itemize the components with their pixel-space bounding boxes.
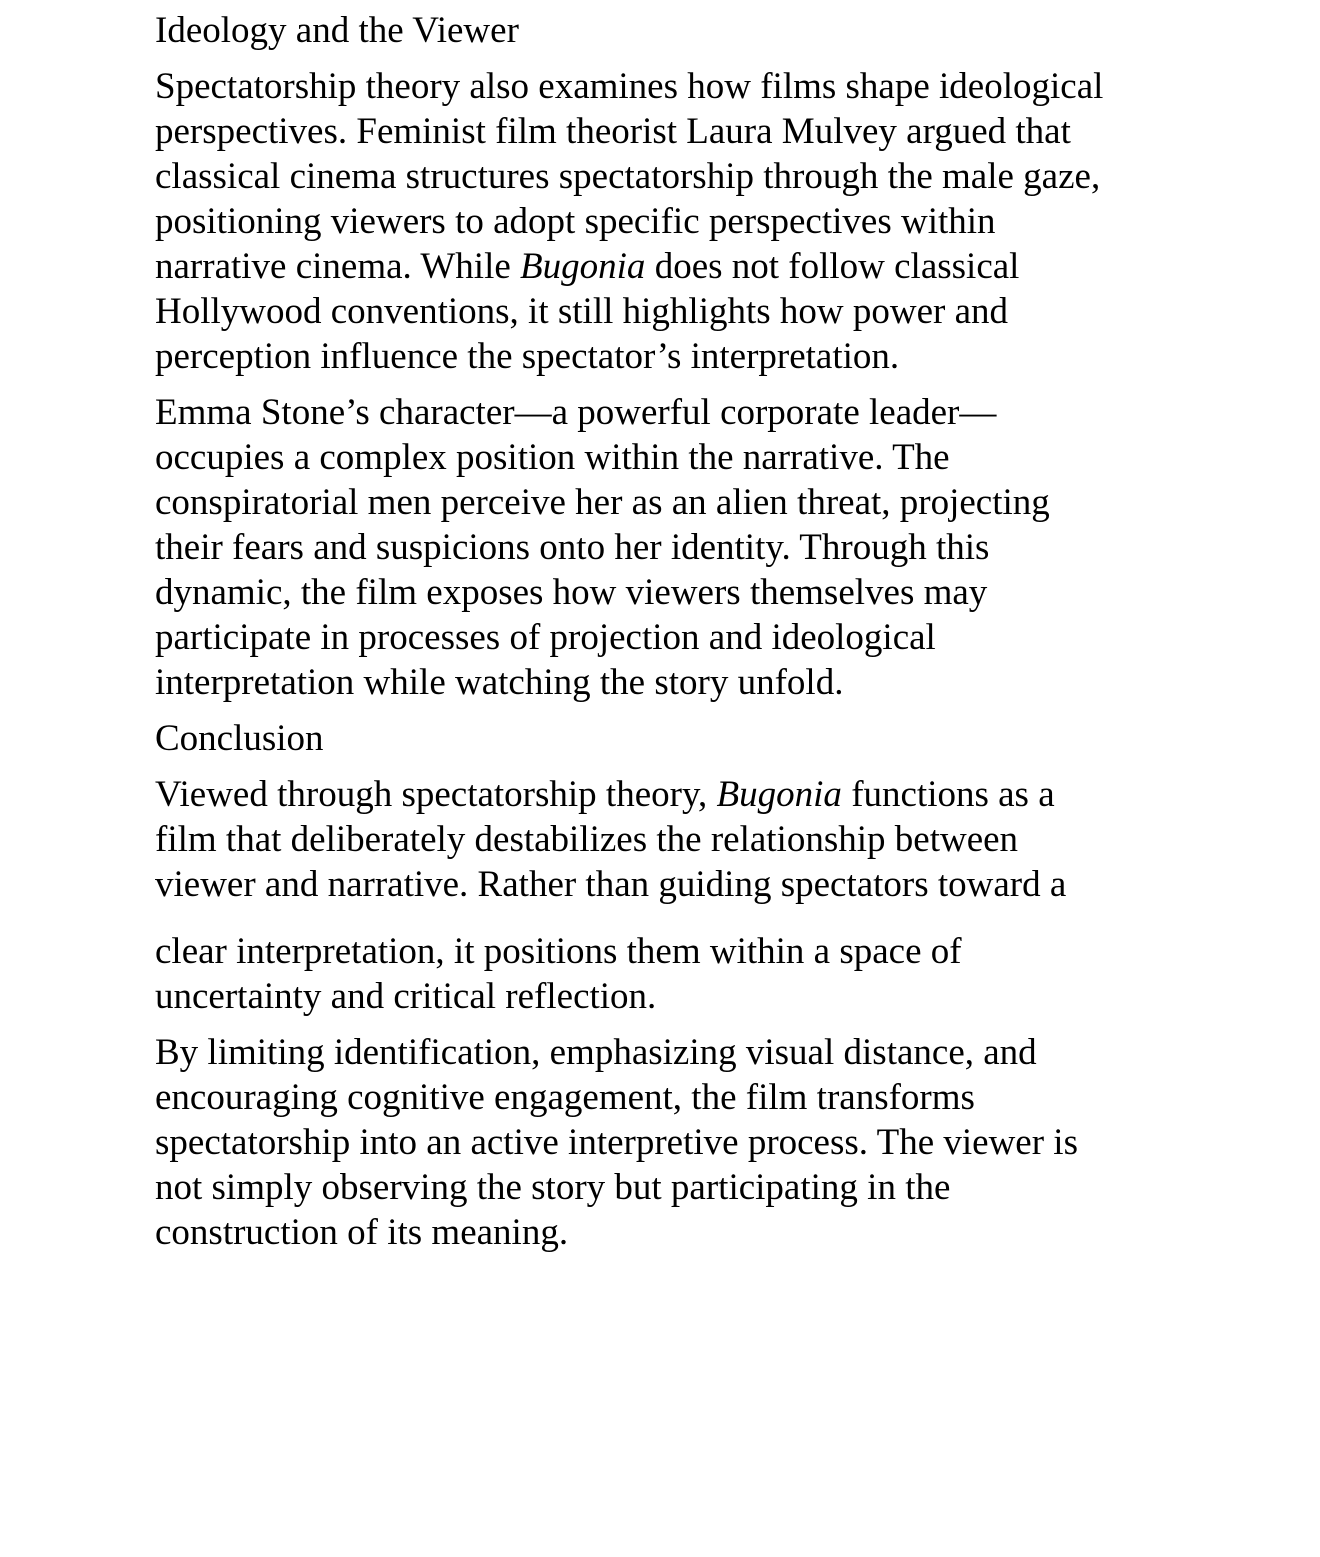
paragraph — [155, 772, 1165, 907]
text-line: narrative cinema. While Bugonia does not follow classical — [155, 246, 1020, 287]
section-heading: Conclusion — [155, 718, 324, 759]
section-heading: Ideology and the Viewer — [155, 10, 519, 51]
paragraph — [155, 929, 1165, 1019]
text-line: their fears and suspicions onto her identity. Through this — [155, 527, 990, 568]
text-line: positioning viewers to adopt specific perspectives within — [155, 201, 996, 242]
text-line: uncertainty and critical reflection. — [155, 976, 657, 1017]
text-line: clear interpretation, it positions them within a space of — [155, 931, 962, 972]
text-line: By limiting identification, emphasizing visual distance, and — [155, 1032, 1037, 1073]
film-title: Bugonia — [716, 774, 842, 815]
text-line: perception influence the spectator’s interpretation. — [155, 336, 900, 377]
text-line: interpretation while watching the story unfold. — [155, 662, 844, 703]
paragraph — [155, 390, 1165, 705]
text-line: participate in processes of projection and ideological — [155, 617, 936, 658]
text-line: classical cinema structures spectatorship through the male gaze, — [155, 156, 1101, 197]
film-title: Bugonia — [520, 246, 646, 287]
text-line: perspectives. Feminist film theorist Laura Mulvey argued that — [155, 111, 1071, 152]
text-line: spectatorship into an active interpretive process. The viewer is — [155, 1122, 1078, 1163]
paragraph — [155, 64, 1165, 379]
text-line: Hollywood conventions, it still highlights how power and — [155, 291, 1009, 332]
text-line: encouraging cognitive engagement, the film transforms — [155, 1077, 975, 1118]
text-line: conspiratorial men perceive her as an alien threat, projecting — [155, 482, 1050, 523]
text-line: viewer and narrative. Rather than guiding spectators toward a — [155, 864, 1067, 905]
text-line: occupies a complex position within the narrative. The — [155, 437, 950, 478]
text-line: construction of its meaning. — [155, 1212, 569, 1253]
text-line: Emma Stone’s character—a powerful corporate leader— — [155, 392, 997, 433]
text-line: Spectatorship theory also examines how films shape ideological — [155, 66, 1104, 107]
paragraph — [155, 1030, 1165, 1255]
text-line: dynamic, the film exposes how viewers themselves may — [155, 572, 988, 613]
text-line: not simply observing the story but participating in the — [155, 1167, 951, 1208]
document-body — [155, 8, 1165, 1266]
text-line: film that deliberately destabilizes the relationship between — [155, 819, 1019, 860]
text-line: Viewed through spectatorship theory, Bugonia functions as a — [155, 774, 1055, 815]
